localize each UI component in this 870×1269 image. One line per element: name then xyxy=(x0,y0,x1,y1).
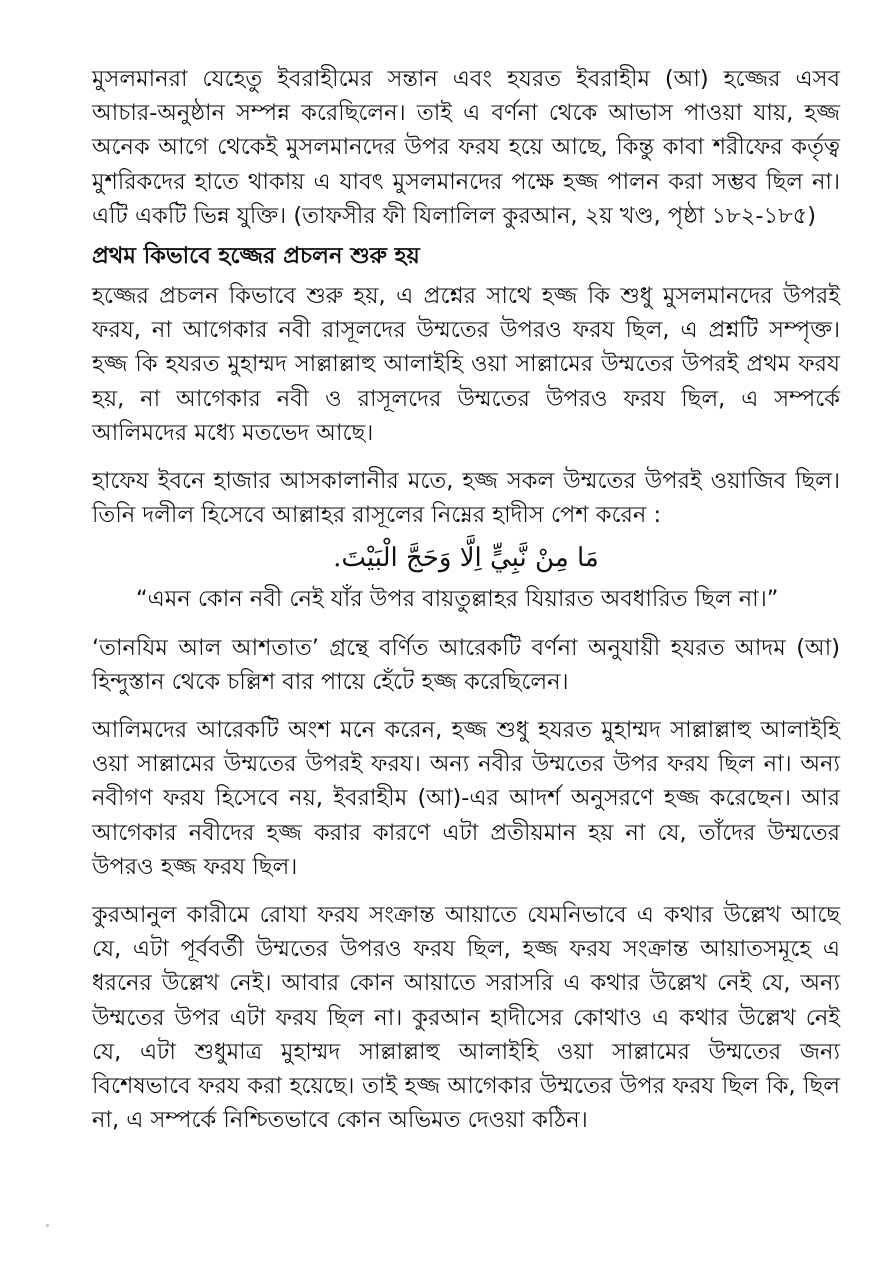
paragraph-other-scholars: আলিমদের আরেকটি অংশ মনে করেন, হজ্জ শুধু হযরত মুহাম্মদ সাল্লাল্লাহু আলাইহি ওয়া সাল্লামের উম্মতের উপরই ফরয। অন্য নবীর উম্মতের উপর ফরয ছিল না। অন্য নবীগণ ফরয হিসেবে নয়, ইবরাহীম (আ)-এর আদর্শ অনুসরণে হজ্জ করেছেন। আর আগেকার নবীদের হজ্জ করার কারণে এটা প্রতীয়মান হয় না যে, তাঁদের উম্মতের উপরও হজ্জ ফরয ছিল। xyxy=(92,717,840,880)
hadith-translation-quote: “এমন কোন নবী নেই যাঁর উপর বায়তুল্লাহর যিয়ারত অবধারিত ছিল না।” xyxy=(136,586,779,613)
paragraph-hajj-origin: হজ্জের প্রচলন কিভাবে শুরু হয়, এ প্রশ্নের সাথে হজ্জ কি শুধু মুসলমানদের উপরই ফরয, না আগেকার নবী রাসূলদের উম্মতের উপরও ফরয ছিল, এ প্রশ্নটি সম্পৃক্ত। হজ্জ কি হযরত মুহাম্মদ সাল্লাল্লাহু আলাইহি ওয়া সাল্লামের উম্মতের উপরই প্রথম ফরয হয়, না আগেকার নবী ও রাসূলদের উম্মতের উপরও ফরয ছিল, এ সম্পর্কে আলিমদের মধ্যে মতভেদ আছে। xyxy=(92,283,840,446)
arabic-hadith: مَا مِنْ نَّبِيٍّ اِلَّا وَحَجَّ الْبَيْتَ. xyxy=(333,543,599,574)
section-heading: প্রথম কিভাবে হজ্জের প্রচলন শুরু হয় xyxy=(92,243,420,270)
paragraph-intro: মুসলমানরা যেহেতু ইবরাহীমের সন্তান এবং হযরত ইবরাহীম (আ) হজ্জের এসব আচার-অনুষ্ঠান সম্পন্ন করেছিলেন। তাই এ বর্ণনা থেকে আভাস পাওয়া যায়, হজ্জ অনেক আগে থেকেই মুসলমানদের উপর ফরয হয়ে আছে, কিন্তু কাবা শরীফের কর্তৃত্ব মুশরিকদের হাতে থাকায় এ যাবৎ মুসলমানদের পক্ষে হজ্জ পালন করা সম্ভব ছিল না। এটি একটি ভিন্ন যুক্তি। (তাফসীর ফী যিলালিল কুরআন, ২য় খণ্ড, পৃষ্ঠা ১৮২-১৮৫) xyxy=(92,66,840,229)
paragraph-adam: ‘তানযিম আল আশতাত’ গ্রন্থে বর্ণিত আরেকটি বর্ণনা অনুযায়ী হযরত আদম (আ) হিন্দুস্তান থেকে চল্লিশ বার পায়ে হেঁটে হজ্জ করেছিলেন। xyxy=(92,634,840,695)
paragraph-quran-mention: কুরআনুল কারীমে রোযা ফরয সংক্রান্ত আয়াতে যেমনিভাবে এ কথার উল্লেখ আছে যে, এটা পূর্ববর্তী উম্মতের উপরও ফরয ছিল, হজ্জ ফরয সংক্রান্ত আয়াতসমূহে এ ধরনের উল্লেখ নেই। আবার কোন আয়াতে সরাসরি এ কথার উল্লেখ নেই যে, অন্য উম্মতের উপর এটা ফরয ছিল না। কুরআন হাদীসের কোথাও এ কথার উল্লেখ নেই যে, এটা শুধুমাত্র মুহাম্মদ সাল্লাল্লাহু আলাইহি ওয়া সাল্লামের উম্মতের জন্য বিশেষভাবে ফরয করা হয়েছে। তাই হজ্জ আগেকার উম্মতের উপর ফরয ছিল কি, ছিল না, এ সম্পর্কে নিশ্চিতভাবে কোন অভিমত দেওয়া কঠিন। xyxy=(92,902,840,1134)
page-speck xyxy=(46,1224,49,1227)
paragraph-hafez-opinion: হাফেয ইবনে হাজার আসকালানীর মতে, হজ্জ সকল উম্মতের উপরই ওয়াজিব ছিল। তিনি দলীল হিসেবে আল্লাহর রাসূলের নিম্নের হাদীস পেশ করেন : xyxy=(92,468,840,529)
document-page xyxy=(92,62,840,1262)
